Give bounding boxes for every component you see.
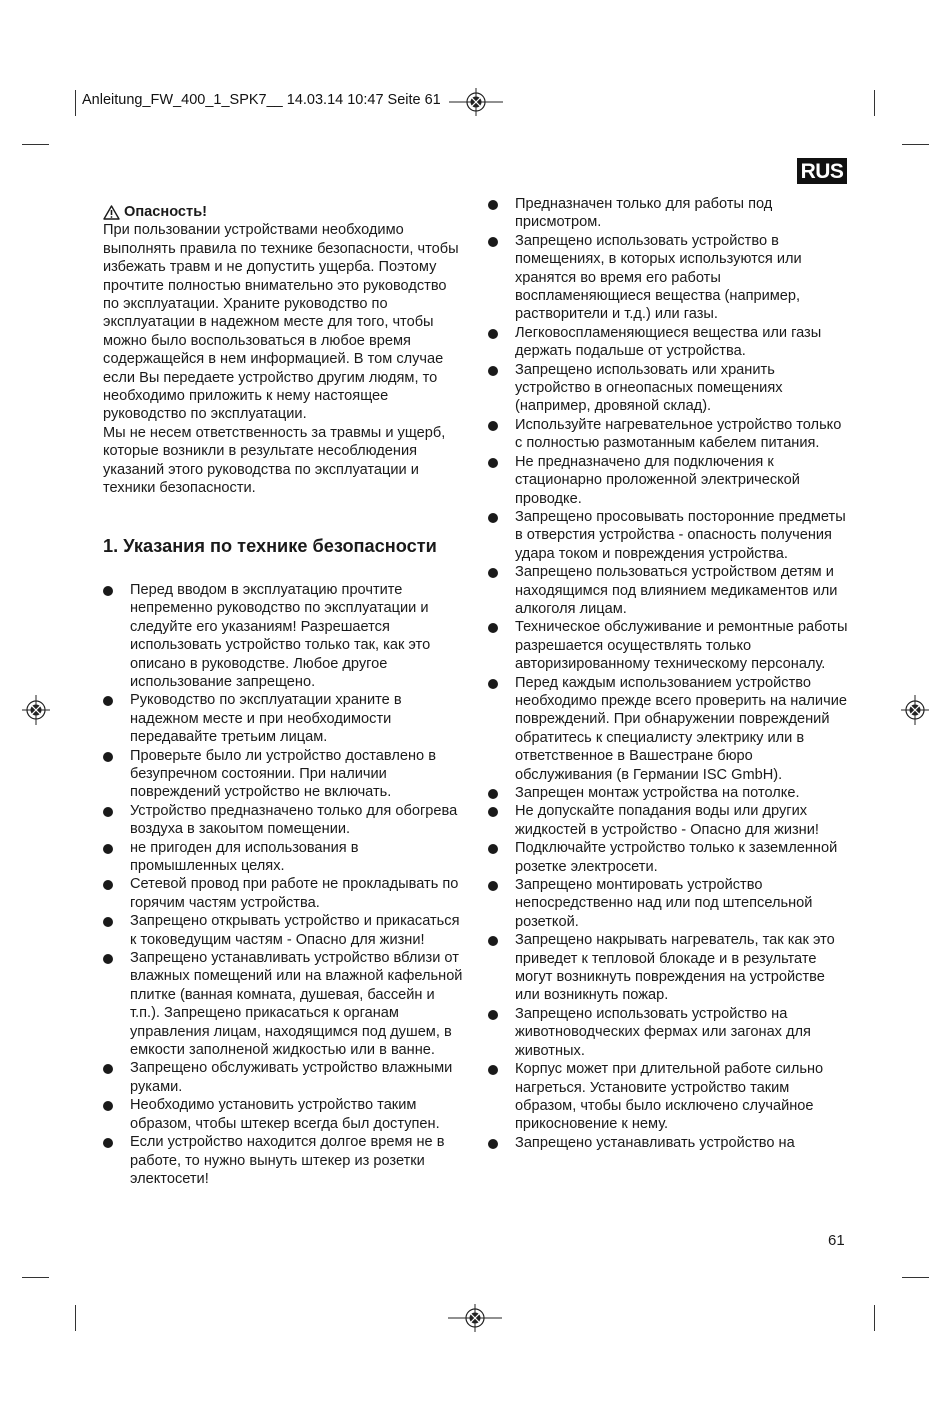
bullet-dot-icon bbox=[488, 789, 498, 799]
bullet-dot-icon bbox=[488, 679, 498, 689]
bullet-dot-icon bbox=[103, 807, 113, 817]
bullet-dot-icon bbox=[488, 936, 498, 946]
crop-mark bbox=[75, 1305, 76, 1331]
left-bullet-list bbox=[103, 581, 465, 1188]
bullet-dot-icon bbox=[488, 623, 498, 633]
list-item: Перед каждым использованием устройство необходимо прежде всего проверить на наличие повреждений. При обнаружении повреждений обратитесь к специалисту электрику или в ответственное в Вашестране бюро обслуживания (в Германии ISC GmbH). bbox=[488, 674, 850, 784]
intro-paragraph: Мы не несем ответственность за травмы и ущерб, которые возникли в результате несоблюдения указаний этого руководства по эксплуатации и техники безопасности. bbox=[103, 424, 446, 497]
danger-title-text: Опасность! bbox=[124, 204, 208, 220]
registration-mark-icon bbox=[901, 695, 929, 725]
list-item: Корпус может при длительной работе сильно нагреться. Установите устройство таким образом, чтобы было исключено случайное прикосновение к нему. bbox=[488, 1060, 850, 1134]
list-item: Запрещено накрывать нагреватель, так как это приведет к тепловой блокаде и в результате могут возникнуть повреждения на устройстве или возникнуть пожар. bbox=[488, 931, 850, 1005]
bullet-dot-icon bbox=[488, 568, 498, 578]
bullet-dot-icon bbox=[103, 954, 113, 964]
page-number: 61 bbox=[828, 1232, 845, 1249]
list-item: Руководство по эксплуатации храните в надежном месте и при необходимости передавайте третьим лицам. bbox=[103, 691, 465, 746]
list-item: Легковоспламеняющиеся вещества или газы держать подальше от устройства. bbox=[488, 324, 850, 361]
crop-mark bbox=[902, 1277, 929, 1278]
danger-title bbox=[103, 203, 465, 221]
registration-mark-icon bbox=[22, 695, 50, 725]
bullet-dot-icon bbox=[488, 1139, 498, 1149]
bullet-dot-icon bbox=[488, 881, 498, 891]
list-item: Запрещено монтировать устройство непосредственно над или под штепсельной розеткой. bbox=[488, 876, 850, 931]
bullet-dot-icon bbox=[103, 1138, 113, 1148]
registration-mark-icon bbox=[448, 1304, 502, 1332]
bullet-dot-icon bbox=[103, 1064, 113, 1074]
list-item: Необходимо установить устройство таким образом, чтобы штекер всегда был доступен. bbox=[103, 1096, 465, 1133]
bullet-dot-icon bbox=[103, 696, 113, 706]
print-header: Anleitung_FW_400_1_SPK7__ 14.03.14 10:47 Seite 61 bbox=[82, 92, 441, 108]
bullet-dot-icon bbox=[488, 1010, 498, 1020]
list-item: Предназначен только для работы под присмотром. bbox=[488, 195, 850, 232]
list-item: Запрещено просовывать посторонние предметы в отверстия устройства - опасность получения удара током и повреждения устройства. bbox=[488, 508, 850, 563]
crop-mark bbox=[874, 1305, 875, 1331]
bullet-dot-icon bbox=[103, 586, 113, 596]
list-item: Техническое обслуживание и ремонтные работы разрешается осуществлять только авторизированному техническому персоналу. bbox=[488, 618, 850, 673]
danger-intro bbox=[103, 221, 465, 497]
bullet-dot-icon bbox=[103, 1101, 113, 1111]
list-item: Запрещено устанавливать устройство вблизи от влажных помещений или на влажной кафельной плитке (ванная комната, душевая, бассейн и т.п.). Запрещено прикасаться к органам управления лицам, находящимся под душем, в емкости заполненой жидкостью или в ванне. bbox=[103, 949, 465, 1059]
bullet-dot-icon bbox=[488, 237, 498, 247]
list-item: Запрещено обслуживать устройство влажными руками. bbox=[103, 1059, 465, 1096]
crop-mark bbox=[902, 144, 929, 145]
list-item: Подключайте устройство только к заземленной розетке электросети. bbox=[488, 839, 850, 876]
list-item: Проверьте было ли устройство доставлено в безупречном состоянии. При наличии повреждений устройство не включать. bbox=[103, 747, 465, 802]
list-item: Не допускайте попадания воды или других жидкостей в устройство - Опасно для жизни! bbox=[488, 802, 850, 839]
bullet-dot-icon bbox=[103, 752, 113, 762]
list-item: Запрещено использовать устройство в помещениях, в которых используются или хранятся во время его работы воспламеняющиеся вещества (например, растворители и т.д.) или газы. bbox=[488, 232, 850, 324]
list-item: Запрещено использовать устройство на животноводческих фермах или загонах для животных. bbox=[488, 1005, 850, 1060]
list-item: Запрещен монтаж устройства на потолке. bbox=[488, 784, 850, 802]
list-item: не пригоден для использования в промышленных целях. bbox=[103, 839, 465, 876]
bullet-dot-icon bbox=[488, 421, 498, 431]
crop-mark bbox=[874, 90, 875, 116]
bullet-dot-icon bbox=[488, 366, 498, 376]
list-item: Используйте нагревательное устройство только с полностью размотанным кабелем питания. bbox=[488, 416, 850, 453]
registration-mark-icon bbox=[449, 88, 503, 116]
language-badge: RUS bbox=[797, 158, 847, 184]
bullet-dot-icon bbox=[103, 844, 113, 854]
bullet-dot-icon bbox=[103, 880, 113, 890]
bullet-dot-icon bbox=[488, 807, 498, 817]
bullet-dot-icon bbox=[488, 1065, 498, 1075]
list-item: Сетевой провод при работе не прокладывать по горячим частям устройства. bbox=[103, 875, 465, 912]
list-item: Перед вводом в эксплуатацию прочтите непременно руководство по эксплуатации и следуйте его указаниям! Разрешается использовать устройство только так, как это описано в руководстве. Любое другое использование запрещено. bbox=[103, 581, 465, 691]
bullet-dot-icon bbox=[103, 917, 113, 927]
bullet-dot-icon bbox=[488, 329, 498, 339]
warning-triangle-icon bbox=[103, 205, 120, 220]
bullet-dot-icon bbox=[488, 458, 498, 468]
list-item: Запрещено устанавливать устройство на bbox=[488, 1134, 850, 1152]
crop-mark bbox=[75, 90, 76, 116]
list-item: Запрещено пользоваться устройством детям и находящимся под влиянием медикаментов или алкоголя лицам. bbox=[488, 563, 850, 618]
list-item: Не предназначено для подключения к стационарно проложенной электрической проводке. bbox=[488, 453, 850, 508]
right-column bbox=[488, 195, 850, 1152]
right-bullet-list bbox=[488, 195, 850, 1152]
list-item: Устройство предназначено только для обогрева воздуха в закоытом помещении. bbox=[103, 802, 465, 839]
crop-mark bbox=[22, 1277, 49, 1278]
list-item: Если устройство находится долгое время не в работе, то нужно вынуть штекер из розетки электосети! bbox=[103, 1133, 465, 1188]
bullet-dot-icon bbox=[488, 513, 498, 523]
list-item: Запрещено открывать устройство и прикасаться к токоведущим частям - Опасно для жизни! bbox=[103, 912, 465, 949]
bullet-dot-icon bbox=[488, 200, 498, 210]
section-heading: 1. Указания по технике безопасности bbox=[103, 535, 437, 556]
bullet-dot-icon bbox=[488, 844, 498, 854]
crop-mark bbox=[22, 144, 49, 145]
left-column bbox=[103, 203, 465, 1188]
intro-paragraph: При пользовании устройствами необходимо выполнять правила по технике безопасности, чтобы избежать травм и не допустить ущерба. Поэтому прочтите полностью внимательно это руководство по эксплуатации. Храните руководство по эксплуатации в надежном месте для того, чтобы можно было воспользоваться в любое время содержащейся в нем информацией. В том случае если Вы передаете устройство другим людям, то необходимо приложить к нему настоящее руководство по эксплуатации. bbox=[103, 222, 459, 423]
list-item: Запрещено использовать или хранить устройство в огнеопасных помещениях (например, дровяной склад). bbox=[488, 361, 850, 416]
